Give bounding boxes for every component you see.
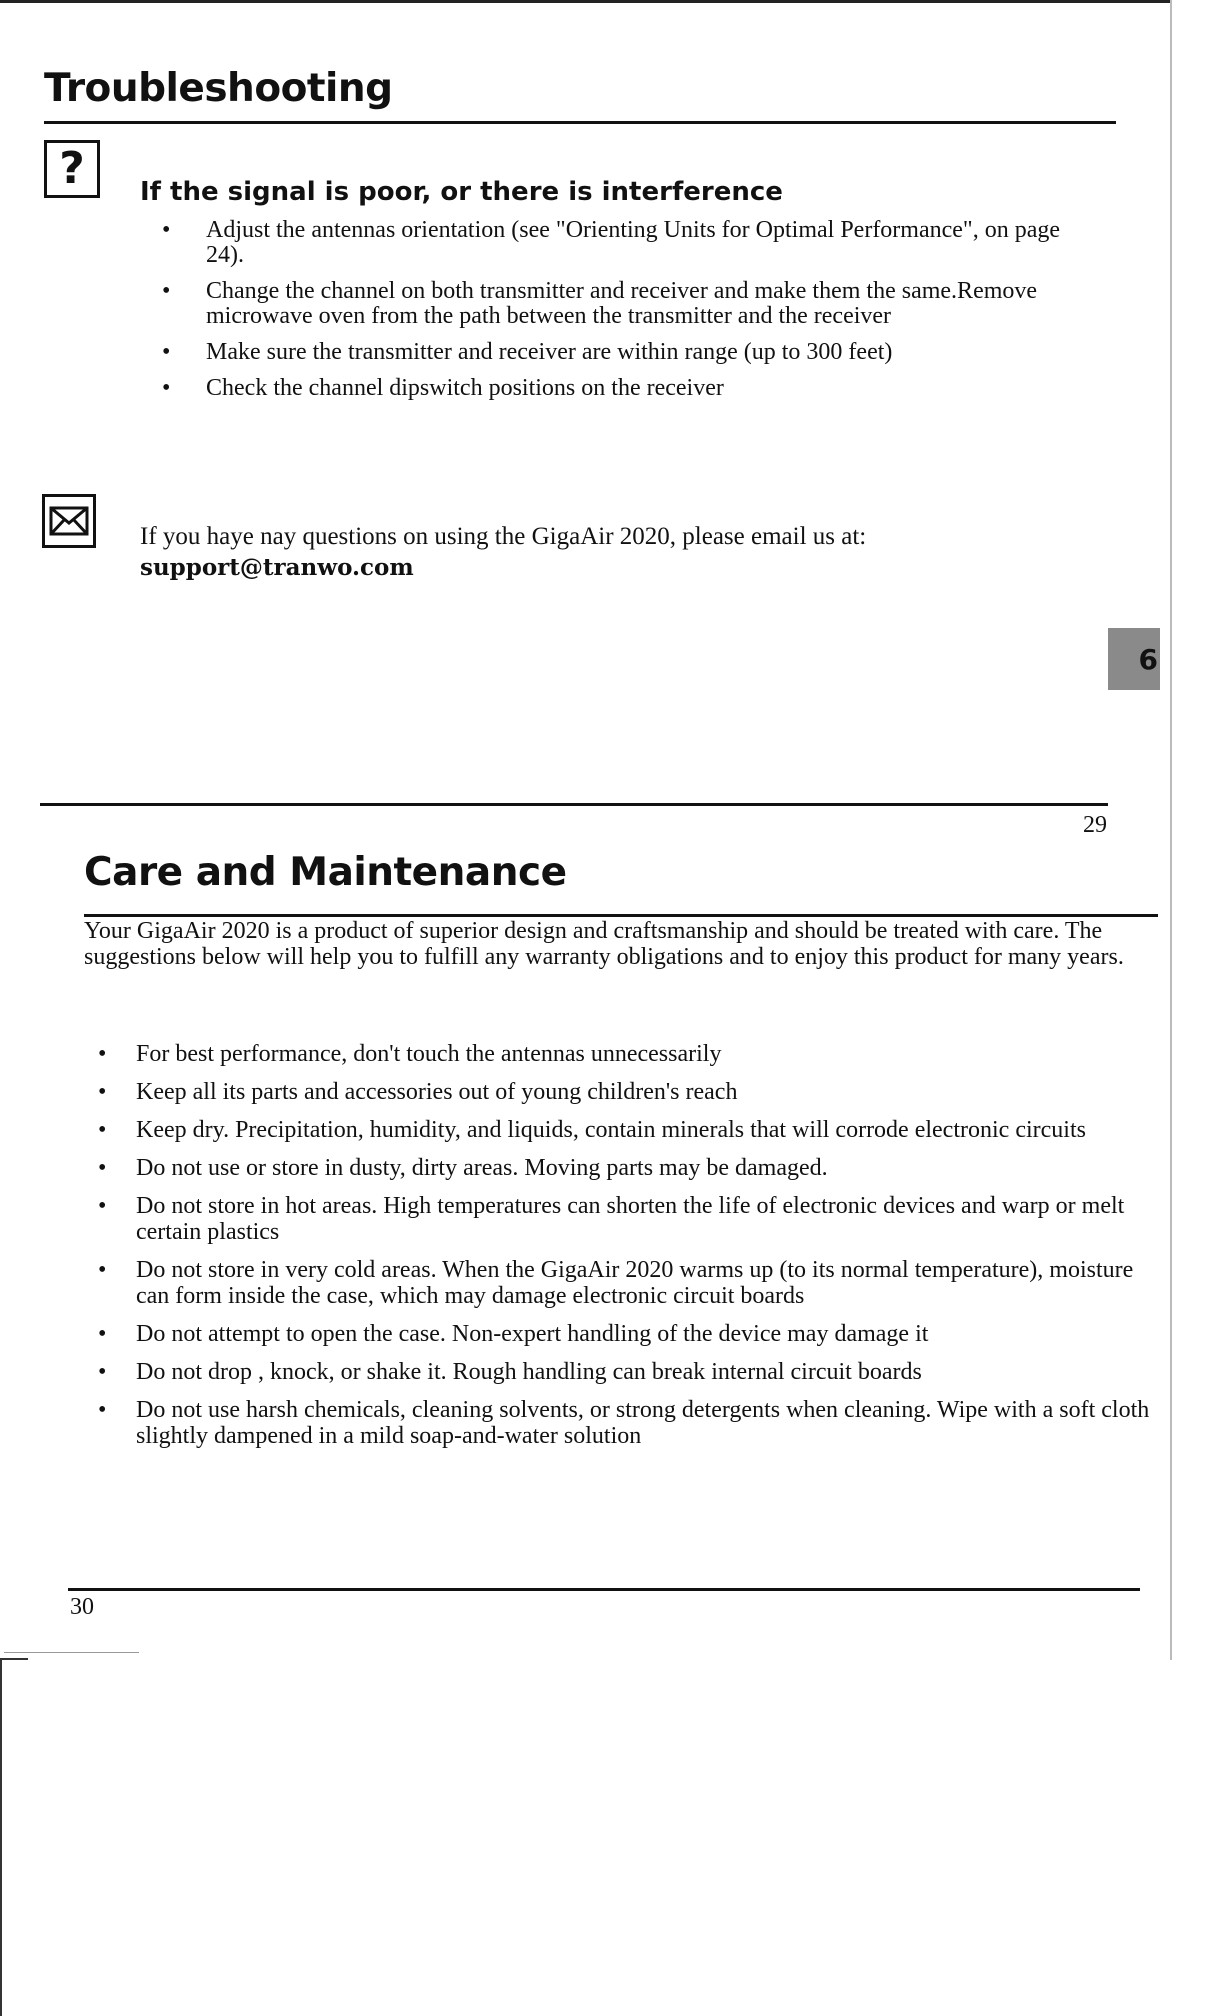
care-title: Care and Maintenance xyxy=(84,850,567,895)
list-item: • Keep all its parts and accessories out of young children's reach xyxy=(96,1079,1158,1105)
contact-text: If you haye nay questions on using the GigaAir 2020, please email us at: xyxy=(140,523,867,550)
page-left-edge-tick xyxy=(0,1658,28,1660)
list-item: • Check the channel dipswitch positions on the receiver xyxy=(160,376,1095,401)
troubleshooting-subheading: If the signal is poor, or there is interference xyxy=(140,177,783,207)
list-item: • Do not store in hot areas. High temperatures can shorten the life of electronic devices and warp or melt certain plastics xyxy=(96,1193,1158,1245)
page-30-footer-rule xyxy=(68,1588,1140,1591)
page-top-edge xyxy=(0,0,1172,3)
page-left-edge xyxy=(0,1660,2,2016)
troubleshooting-title-rule xyxy=(44,121,1116,124)
page-29-footer-rule xyxy=(40,803,1108,806)
list-item: • Do not use or store in dusty, dirty areas. Moving parts may be damaged. xyxy=(96,1155,1158,1181)
list-item: • Change the channel on both transmitter and receiver and make them the same.Remove microwave oven from the path between the transmitter and the receiver xyxy=(160,279,1095,329)
page-number: 29 xyxy=(1083,812,1107,838)
list-item: • For best performance, don't touch the antennas unnecessarily xyxy=(96,1041,1158,1067)
page-number: 30 xyxy=(70,1594,94,1620)
care-intro: Your GigaAir 2020 is a product of superior design and craftsmanship and should be treated with care. The suggestions below will help you to fulfill any warranty obligations and to enjoy this product for many years. xyxy=(84,918,1124,970)
list-item: • Do not use harsh chemicals, cleaning solvents, or strong detergents when cleaning. Wipe with a soft cloth slightly dampened in a mild soap-and-water solution xyxy=(96,1397,1158,1449)
page-right-edge xyxy=(1170,0,1172,1660)
troubleshooting-title: Troubleshooting xyxy=(44,66,393,111)
contact-email-link[interactable]: support@tranwo.com xyxy=(140,554,414,581)
care-list xyxy=(96,1041,1158,1461)
list-item: • Do not attempt to open the case. Non-expert handling of the device may damage it xyxy=(96,1321,1158,1347)
troubleshooting-list xyxy=(160,218,1095,412)
scan-mark xyxy=(4,1652,139,1653)
list-item: • Adjust the antennas orientation (see "Orienting Units for Optimal Performance", on page 24). xyxy=(160,218,1095,268)
question-mark-icon: ? xyxy=(44,140,100,198)
contact-note xyxy=(140,521,1100,583)
list-item: • Do not drop , knock, or shake it. Rough handling can break internal circuit boards xyxy=(96,1359,1158,1385)
envelope-icon xyxy=(42,494,96,548)
list-item: • Do not store in very cold areas. When the GigaAir 2020 warms up (to its normal temperature), moisture can form inside the case, which may damage electronic circuit boards xyxy=(96,1257,1158,1309)
care-title-rule xyxy=(84,914,1158,917)
list-item: • Make sure the transmitter and receiver are within range (up to 300 feet) xyxy=(160,340,1095,365)
list-item: • Keep dry. Precipitation, humidity, and liquids, contain minerals that will corrode electronic circuits xyxy=(96,1117,1158,1143)
chapter-tab: 6 xyxy=(1108,628,1160,690)
